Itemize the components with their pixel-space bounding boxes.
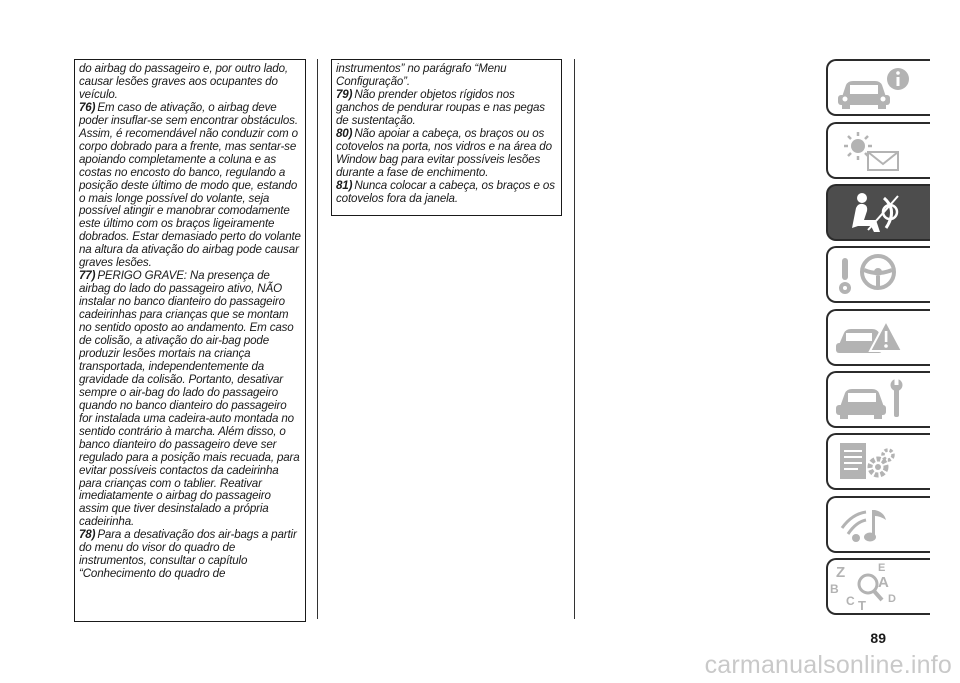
tab-multimedia[interactable] [826, 496, 930, 553]
note-number: 77) [79, 269, 96, 283]
right-column-content [336, 63, 557, 205]
alphabet-index-icon [828, 560, 930, 613]
paragraph [336, 128, 557, 180]
key-steering-wheel-icon [828, 248, 930, 301]
paragraph-text: Não prender objetos rígidos nos ganchos de pendurar roupas e nas pegas de sustentação. [336, 87, 545, 127]
index-letter: Z [836, 564, 846, 581]
page-number: 89 [870, 630, 886, 646]
tab-safety[interactable] [826, 184, 930, 241]
right-text-column [331, 59, 562, 216]
music-note-icon [828, 498, 930, 551]
paragraph [79, 102, 301, 270]
document-gear-icon [828, 435, 930, 488]
index-letter: E [878, 562, 886, 574]
index-letter: A [878, 574, 889, 591]
sun-envelope-icon [828, 124, 930, 177]
paragraph [336, 89, 557, 128]
tab-emergency[interactable] [826, 309, 930, 366]
paragraph [79, 270, 301, 529]
car-warning-icon [828, 311, 930, 364]
note-number: 78) [79, 528, 96, 542]
paragraph [79, 63, 301, 102]
tab-technical-data[interactable] [826, 433, 930, 490]
tab-warning-lights[interactable] [826, 122, 930, 179]
car-wrench-icon [828, 373, 930, 426]
seat-airbag-icon [828, 186, 930, 239]
car-info-icon [828, 61, 930, 114]
index-letter: C [846, 594, 855, 608]
column-divider [574, 59, 575, 619]
paragraph-text: instrumentos” no parágrafo “Menu Configuração”. [336, 62, 507, 88]
note-number: 79) [336, 87, 353, 101]
index-letter: B [830, 582, 839, 596]
tab-index[interactable] [826, 558, 930, 615]
tab-maintenance[interactable] [826, 371, 930, 428]
paragraph [336, 63, 557, 89]
paragraph-text: Nunca colocar a cabeça, os braços e os cotovelos fora da janela. [336, 178, 555, 205]
paragraph-text: Em caso de ativação, o airbag deve poder insuflar-se sem encontrar obstáculos. Assim, é recomendável não conduzir com o corpo dobrado para a frente, mas sentar-se apoiando completamente a coluna e as costas no encosto do banco, regulando a posição deste último de modo que, estando o mais longe possível do volante, seja possível atingir e manobrar comodamente este último com os braços ligeiramente dobrados. Estar demasiado perto do volante na altura da ativação do airbag pode causar graves lesões. [79, 100, 301, 270]
paragraph [336, 180, 557, 206]
note-number: 80) [336, 126, 353, 140]
paragraph [79, 529, 301, 581]
note-number: 81) [336, 178, 353, 192]
left-text-column [74, 59, 306, 622]
index-letter: T [858, 598, 866, 613]
left-column-content [79, 63, 301, 581]
paragraph-text: Não apoiar a cabeça, os braços ou os cotovelos na porta, nos vidros e na área do Window bag para evitar possíveis lesões durante a fase de enchimento. [336, 126, 552, 179]
index-letter: D [888, 593, 896, 605]
watermark-text: carmanualsonline.info [704, 651, 952, 679]
tab-car-info[interactable] [826, 59, 930, 116]
note-number: 76) [79, 100, 96, 114]
paragraph-text: Para a desativação dos air-bags a partir do menu do visor do quadro de instrumentos, consultar o capítulo “Conhecimento do quadro de [79, 528, 297, 581]
paragraph-text: do airbag do passageiro e, por outro lado, causar lesões graves aos ocupantes do veículo. [79, 62, 288, 101]
paragraph-text: PERIGO GRAVE: Na presença de airbag do lado do passageiro ativo, NÃO instalar no banco dianteiro do passageiro cadeirinhas para crianças que se montam no sentido oposto ao andamento. Em caso de colisão, a ativação do air-bag pode produzir lesões mortais na criança transportada, independentemente da gravidade da colisão. Portanto, desativar sempre o air-bag do lado do passageiro quando no banco dianteiro do passageiro for instalada uma cadeira-auto montada no sentido contrário à marcha. Além disso, o banco dianteiro do passageiro deve ser regulado para a posição mais recuada, para evitar possíveis contactos da cadeirinha para crianças com o tablier. Reativar imediatamente o airbag do passageiro assim que tiver desinstalado a própria cadeirinha. [79, 269, 300, 529]
tab-starting-driving[interactable] [826, 246, 930, 303]
column-divider [317, 59, 318, 619]
